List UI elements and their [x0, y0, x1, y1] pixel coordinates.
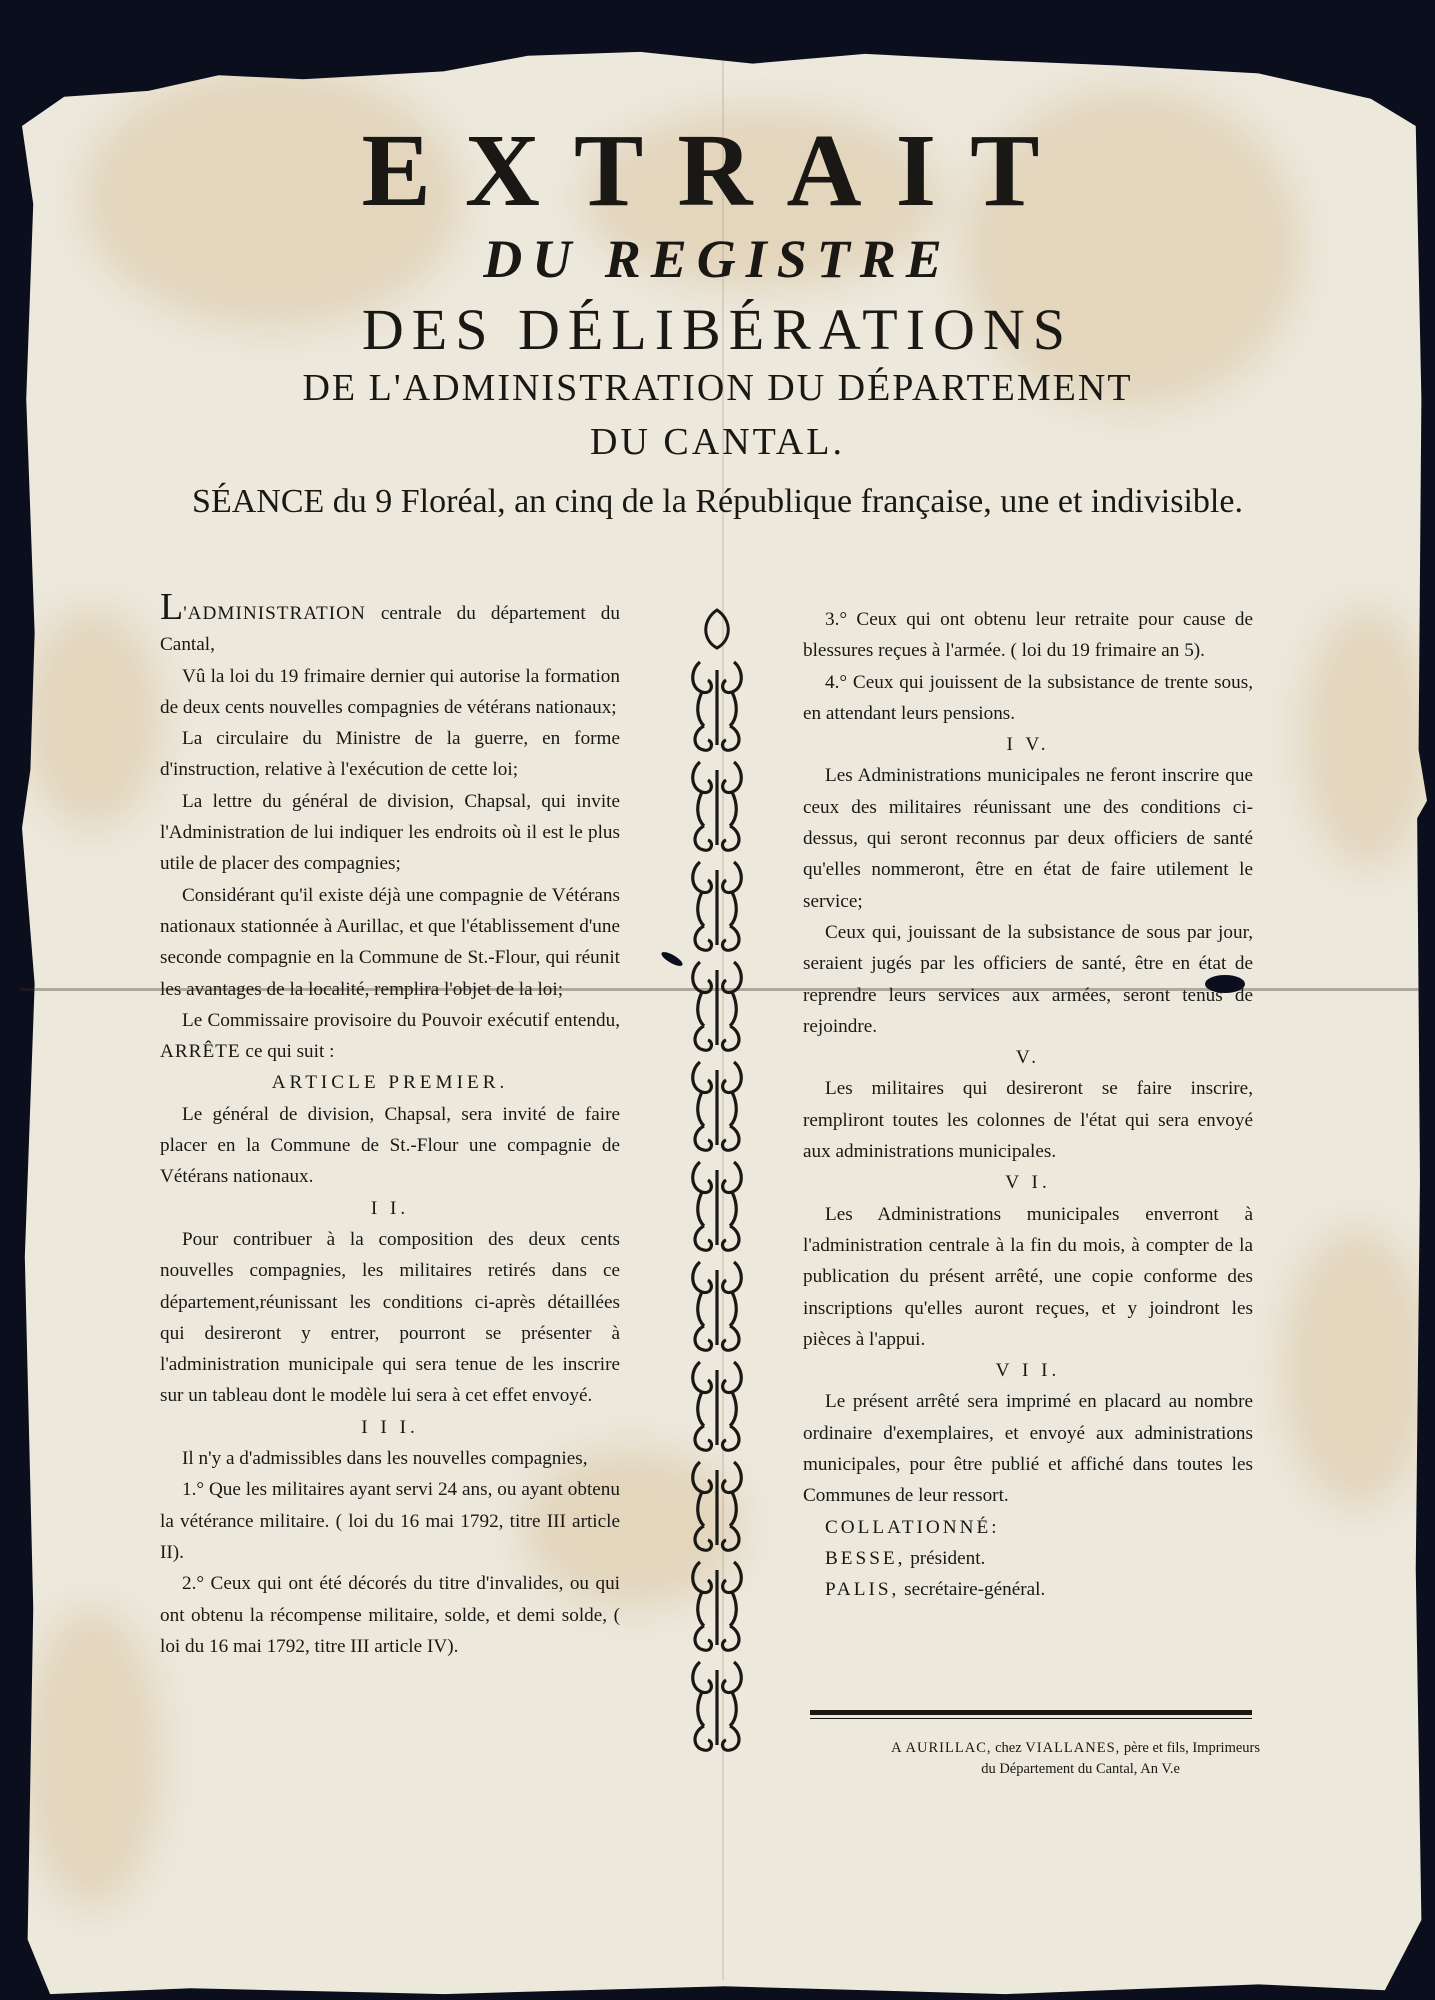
ornament-unit — [693, 1462, 742, 1550]
secretary-signature: PALIS, secrétaire-général. — [825, 1579, 1046, 1601]
ornament-unit — [693, 1262, 742, 1350]
paragraph: La lettre du général de division, Chapsal, qui invite l'Administration de lui indiquer les endroits où il est le plus utile de placer des compagnies; — [160, 790, 620, 875]
left-column — [160, 586, 620, 1662]
ornament-unit — [693, 1162, 742, 1250]
imprint-rule — [810, 1710, 1252, 1715]
article-heading: I I I. — [361, 1416, 419, 1438]
title-administration: DE L'ADMINISTRATION DU DÉPARTEMENT — [302, 367, 1133, 409]
article-heading: ARTICLE PREMIER. — [271, 1072, 509, 1094]
ornament-unit — [693, 1062, 742, 1150]
paragraph: Les militaires qui desireront se faire inscrire, rempliront toutes les colonnes de l'état qui sera envoyé aux administrations municipales. — [803, 1078, 1253, 1163]
right-column — [803, 604, 1253, 1606]
paragraph: Il n'y a d'admissibles dans les nouvelles compagnies, — [182, 1448, 588, 1470]
paragraph: Les Administrations municipales ne feront inscrire que ceux des militaires réunissant une des conditions ci-dessus, qui seront reconnus par deux officiers de santé qu'elles nommeront, être en état de faire utilement le service; — [803, 765, 1253, 912]
imprint-line-2: du Département du Cantal, An V.e — [981, 1761, 1180, 1777]
paragraph: Ceux qui, jouissant de la subsistance de sous par jour, seraient jugés par les officiers de santé, être en état de reprendre leurs services aux armées, seront tenus de rejoindre. — [803, 921, 1253, 1037]
article-heading: I V. — [1006, 734, 1050, 756]
paragraph: Le présent arrêté sera imprimé en placard au nombre ordinaire d'exemplaires, et envoyé aux administrations municipales, pour être publié et affiché dans toutes les Communes de leur ressort. — [803, 1391, 1253, 1507]
paragraph: 4.° Ceux qui jouissent de la subsistance de trente sous, en attendant leurs pensions. — [803, 671, 1253, 724]
fleuron-top — [706, 610, 729, 648]
paragraph: 2.° Ceux qui ont été décorés du titre d'invalides, ou qui ont obtenu la récompense militaire, solde, et demi solde, ( loi du 16 mai 1792, titre III article IV). — [160, 1573, 620, 1657]
paragraph: Pour contribuer à la composition des deux cents nouvelles compagnies, les militaires retirés dans ce département,réunissant les conditions ci-après détaillées qui desireront y entrer, pourront se présenter à l'administration municipale qui sera tenue de les inscrire sur un tableau dont le modèle lui sera à cet effet envoyé. — [160, 1228, 620, 1407]
paragraph: 1.° Que les militaires ayant servi 24 ans, ou ayant obtenu la vétérance militaire. ( loi du 16 mai 1792, titre III article II). — [160, 1479, 620, 1563]
paragraph: Les Administrations municipales enverront à l'administration centrale à la fin du mois, à compter de la publication du présent arrêté, une copie conforme des inscriptions qu'elles auront reçues, et y joindront les pièces à l'appui. — [803, 1203, 1253, 1350]
intro-paragraph: L'ADMINISTRATION centrale du département du Cantal, — [160, 586, 620, 656]
paragraph: Considérant qu'il existe déjà une compagnie de Vétérans nationaux stationnée à Aurillac, et que l'établissement d'une seconde compagnie en la Commune de St.-Flour, qui réunit les avantages de la localité, remplira l'objet de la loi; — [160, 884, 620, 1000]
paragraph: 3.° Ceux qui ont obtenu leur retraite pour cause de blessures reçues à l'armée. ( loi du 19 frimaire an 5). — [803, 609, 1253, 662]
article-heading: V I. — [1005, 1172, 1051, 1194]
paragraph: Le général de division, Chapsal, sera invité de faire placer en la Commune de St.-Flour une compagnie de Vétérans nationaux. — [160, 1103, 620, 1188]
paragraph: Vû la loi du 19 frimaire dernier qui autorise la formation de deux cents nouvelles compagnies de vétérans nationaux; — [160, 665, 620, 718]
ornament-unit — [693, 762, 742, 850]
ornament-unit — [693, 1662, 742, 1750]
article-heading: V. — [1015, 1047, 1041, 1069]
ornamental-divider — [682, 600, 752, 1800]
ornament-unit — [693, 862, 742, 950]
article-heading: V I I. — [995, 1360, 1061, 1382]
article-heading: I I. — [370, 1197, 410, 1219]
ornament-unit — [693, 962, 742, 1050]
paragraph: La circulaire du Ministre de la guerre, en forme d'instruction, relative à l'exécution de cette loi; — [160, 728, 620, 781]
title-du-registre: DU REGISTRE — [483, 229, 952, 289]
ornament-unit — [693, 1362, 742, 1450]
imprint-line-1: A AURILLAC, chez VIALLANES, père et fils, Imprimeurs — [891, 1740, 1260, 1756]
ornament-unit — [693, 1562, 742, 1650]
collationne-label: COLLATIONNÉ: — [825, 1516, 1000, 1538]
drop-cap: L — [160, 586, 184, 628]
imprint — [790, 1738, 1260, 1780]
imprint-rule-thin — [810, 1718, 1252, 1719]
paragraph: Le Commissaire provisoire du Pouvoir exécutif entendu, ARRÊTE ce qui suit : — [160, 1009, 620, 1063]
title-cantal: DU CANTAL. — [590, 421, 845, 463]
president-signature: BESSE, président. — [825, 1547, 986, 1569]
title-deliberations: DES DÉLIBÉRATIONS — [361, 297, 1074, 362]
seance-line: SÉANCE du 9 Floréal, an cinq de la République française, une et indivisible. — [192, 483, 1243, 520]
title-extrait: EXTRAIT — [361, 113, 1074, 228]
